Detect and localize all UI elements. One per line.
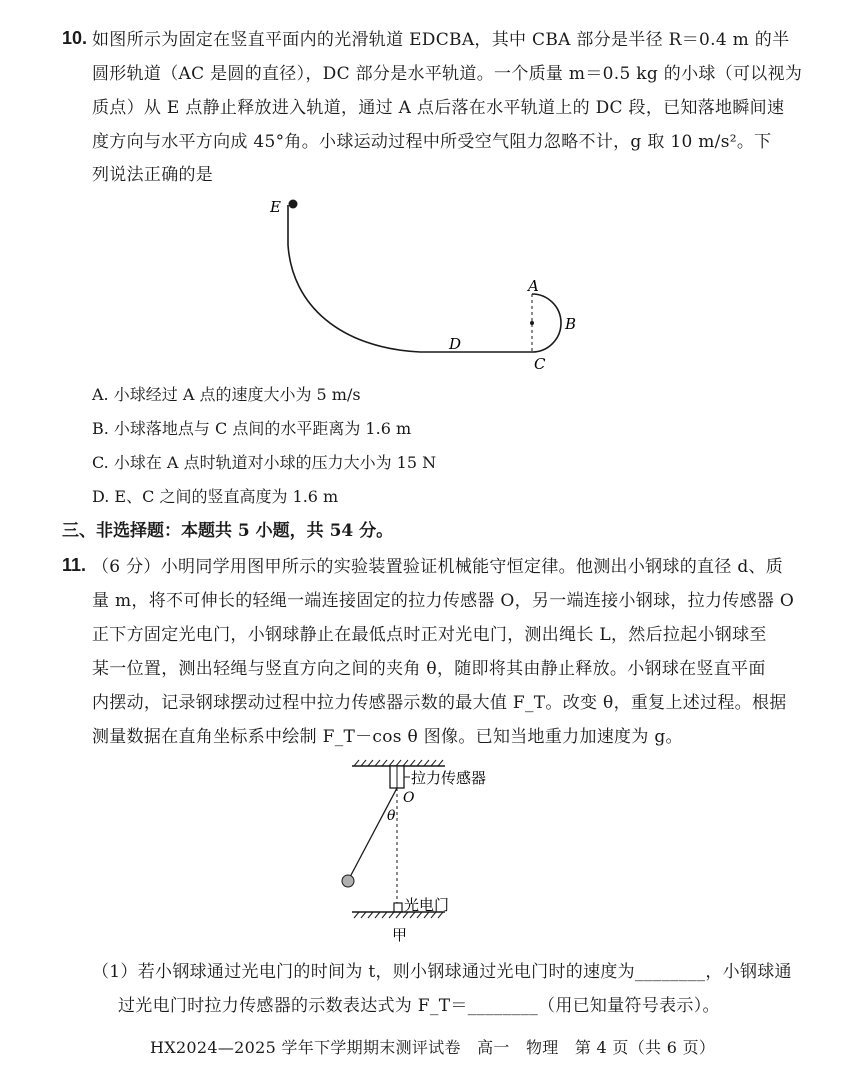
option-a: A. 小球经过 A 点的速度大小为 5 m/s (92, 385, 361, 404)
track-path-edc (288, 205, 532, 352)
question-11-line-5: 内摆动，记录钢球摆动过程中拉力传感器示数的最大值 F_T。改变 θ，重复上述过程。根据 (92, 693, 787, 713)
question-11-number: 11. (62, 555, 87, 575)
circle-center-dot (530, 321, 534, 325)
question-11-line-4: 某一位置，测出轻绳与竖直方向之间的夹角 θ，随即将其由静止释放。小钢球在竖直平面 (92, 659, 766, 679)
pendulum-figure (330, 758, 530, 946)
label-e: E (270, 198, 281, 216)
section-3-heading: 三、非选择题：本题共 5 小题，共 54 分。 (62, 521, 394, 541)
label-theta: θ (387, 808, 396, 824)
question-10-line-4: 度方向与水平方向成 45°角。小球运动过程中所受空气阻力忽略不计，g 取 10 m/s²。下 (92, 132, 772, 152)
option-c: C. 小球在 A 点时轨道对小球的压力大小为 15 N (92, 453, 437, 472)
label-o: O (403, 790, 415, 806)
label-a: A (528, 277, 539, 295)
pendulum-string (350, 788, 397, 877)
option-d: D. E、C 之间的竖直高度为 1.6 m (92, 487, 339, 506)
question-11-line-1: （6 分）小明同学用图甲所示的实验装置验证机械能守恒定律。他测出小钢球的直径 d、质 (92, 557, 784, 577)
steel-ball (342, 875, 354, 887)
ceiling-hatch (354, 760, 443, 766)
label-photogate: 光电门 (404, 896, 450, 914)
label-b: B (565, 315, 577, 333)
question-10-line-5: 列说法正确的是 (92, 165, 214, 185)
question-11-line-6: 测量数据在直角坐标系中绘制 F_T－cos θ 图像。已知当地重力加速度为 g。 (92, 727, 683, 747)
question-10-line-2: 圆形轨道（AC 是圆的直径），DC 部分是水平轨道。一个质量 m＝0.5 kg 的小球（可以视为 (92, 64, 803, 84)
question-10-line-1: 如图所示为固定在竖直平面内的光滑轨道 EDCBA，其中 CBA 部分是半径 R＝0.4 m 的半 (92, 30, 790, 50)
sub-question-1-line-1: （1）若小钢球通过光电门的时间为 t，则小钢球通过光电门时的速度为________，小钢球通 (92, 962, 792, 982)
question-11-line-2: 量 m，将不可伸长的轻绳一端连接固定的拉力传感器 O，另一端连接小钢球，拉力传感器 O (92, 591, 795, 611)
semicircle-track-cba (532, 294, 561, 352)
question-10-line-3: 质点）从 E 点静止释放进入轨道，通过 A 点后落在水平轨道上的 DC 段，已知落地瞬间速 (92, 98, 785, 118)
label-c: C (534, 355, 546, 373)
ball-at-e (289, 200, 298, 209)
page-footer: HX2024—2025 学年下学期期末测评试卷 高一 物理 第 4 页（共 6 页） (150, 1038, 716, 1057)
figure-caption: 甲 (392, 926, 408, 944)
photogate (394, 903, 402, 912)
label-force-sensor: 拉力传感器 (411, 769, 487, 787)
question-10-number: 10. (62, 28, 88, 48)
label-d: D (449, 335, 462, 353)
sub-question-1-line-2: 过光电门时拉力传感器的示数表达式为 F_T＝________（用已知量符号表示）。 (118, 996, 720, 1016)
option-b: B. 小球落地点与 C 点间的水平距离为 1.6 m (92, 419, 412, 438)
track-figure (260, 190, 590, 375)
question-11-line-3: 正下方固定光电门，小钢球静止在最低点时正对光电门，测出绳长 L，然后拉起小钢球至 (92, 625, 767, 645)
